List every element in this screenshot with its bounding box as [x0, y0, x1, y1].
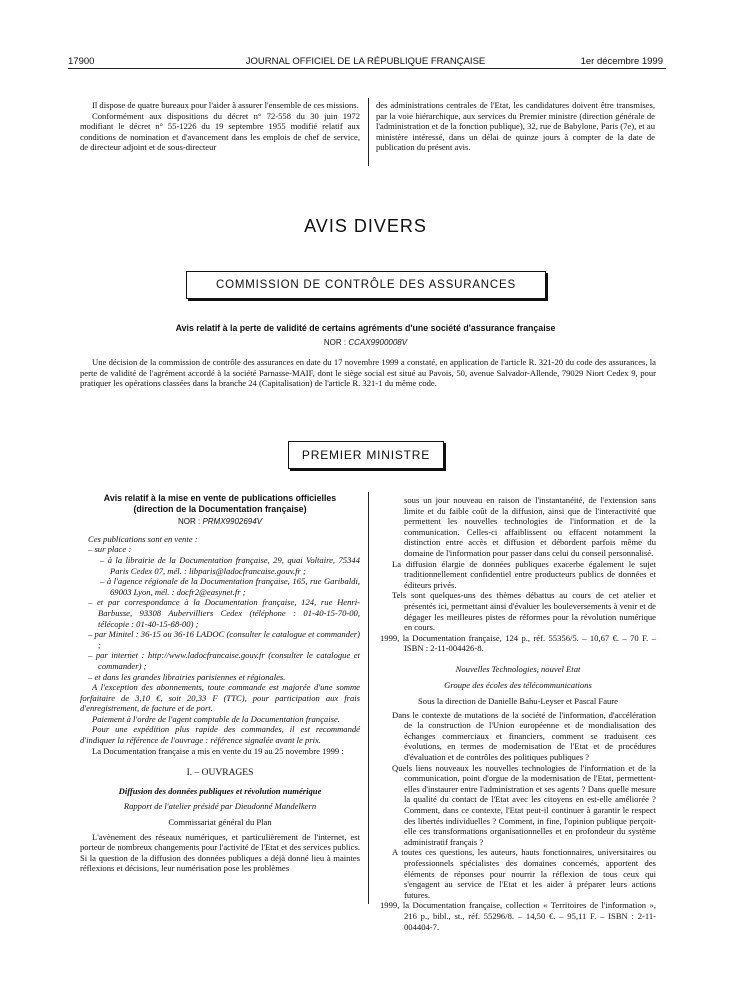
paragraph: des administrations centrales de l'Etat, les candidatures doivent être transmises, par la voie hiérarchique, aux services du Premier ministre (direction générale de l'administration et de la fonction publique), 32, rue de Babylone, Paris (7e), et au ministère intéressé, dans un délai de quinze jours à compter de la date de publication du présent avis. [376, 100, 655, 153]
list-item: – à l'agence régionale de la Documentation française, 165, rue Garibaldi, 69003 Lyon, mél. : docfr2@easynet.fr ; [100, 576, 360, 597]
paragraph: La diffusion élargie de données publiques exacerbe également le sujet traditionnellement confidentiel entre producteurs publics de données et éditeurs privés. [392, 558, 656, 590]
paragraph: Dans le contexte de mutations de la société de l'information, d'accélération de la construction de l'Union européenne et de mondialisation des échanges commerciaux et financiers, comment se traduisent ces évolutions, en termes de modernisation de l'Etat et de procédures d'évaluation et de contrôles des politiques publiques ? [392, 709, 656, 763]
left-column [80, 493, 360, 874]
paragraph: Une décision de la commission de contrôle des assurances en date du 17 novembre 1999 a constaté, en application de l'article R. 321-20 du code des assurances, la perte de validité de l'agrément accordé à la société Parnasse-MAIF, dont le siège social est situé au Pavois, 50, avenue Salvador-Allende, 79029 Niort Cedex 9, pour pratiquer les opérations classées dans la branche 24 (Capitalisation) de l'article R. 321-1 du même code. [80, 357, 656, 389]
issue-date: 1er décembre 1999 [580, 56, 663, 67]
list-item: – sur place : [88, 544, 132, 555]
list-item: – et dans les grandes librairies parisiennes et régionales. [88, 671, 286, 682]
reference: 1999, la Documentation française, collection « Territoires de l'information », 216 p., bibl., st., réf. 55296/8. – 14,50 €. – 95,11 F. – ISBN : 2-11-004404-7. [380, 900, 656, 932]
top-left-column [80, 100, 360, 153]
list-item: – par Minitel : 36-15 ou 36-16 LADOC (consulter le catalogue et commander) ; [88, 629, 360, 650]
nt-subtitle: Groupe des écoles des télécommunications [444, 679, 592, 690]
page-number: 17900 [68, 56, 95, 67]
intro: Ces publications sont en vente : [88, 533, 198, 544]
commission-body [80, 357, 656, 389]
paragraph: Quels liens nouveaux les nouvelles technologies de l'information et de la communication, point d'orgue de la modernisation de l'Etat, permettent-elles d'instaurer entre l'administration et ses agents ? Dans quelle mesure la qualité du contact de l'Etat avec les citoyens en est-elle améliorée ? Comment, dans ce contexte, l'Etat peut-il continuer à garantir le respect des libertés individuelles ? Comment, in fine, l'opinion publique perçoit-elle ces transformations organisationnelles et en profondeur du système administratif français ? [392, 762, 656, 847]
commission-avis-title: Avis relatif à la perte de validité de certains agréments d'une société d'assurance française [175, 323, 556, 333]
diffusion-title: Diffusion des données publiques et révolution numérique [118, 785, 322, 796]
nt-direction: Sous la direction de Danielle Bahu-Leyser et Pascal Faure [418, 696, 618, 707]
paragraph: A toutes ces questions, les auteurs, hauts fonctionnaires, universitaires ou professionnels spécialistes des domaines concernés, apportent des éléments de réponses pour nourrir la réflexion de tous ceux qui s'engagent au service de l'Etat et les aider à préparer leurs actions futures. [392, 847, 656, 900]
premier-title: PREMIER MINISTRE [301, 448, 431, 462]
right-column [380, 495, 656, 932]
paragraph: Il dispose de quatre bureaux pour l'aider à assurer l'ensemble de ces missions. [92, 100, 359, 110]
paragraph: Tels sont quelques-uns des thèmes débattus au cours de cet atelier et présentés ici, permettant ainsi d'évaluer les bouleversements à venir et de dégager les meilleures pistes de réformes pour la révolution numérique en cours. [392, 590, 656, 633]
section-title: AVIS DIVERS [304, 216, 427, 236]
journal-title: JOURNAL OFFICIEL DE LA RÉPUBLIQUE FRANÇAISE [245, 56, 486, 67]
rapport-line: Rapport de l'atelier présidé par Dieudonné Mandelkern [123, 801, 317, 812]
list-item: – par internet : http://www.ladocfrancaise.gouv.fr (consulter le catalogue et commander) ; [88, 650, 360, 671]
paragraph: Paiement à l'ordre de l'agent comptable de la Documentation française. [92, 713, 340, 724]
nt-title: Nouvelles Technologies, nouvel Etat [455, 663, 581, 674]
nor-code: CCAX9900008V [348, 338, 408, 347]
list-item: – à la librairie de la Documentation française, 29, quai Voltaire, 75344 Paris Cedex 07, mél. : libparis@ladocfrancaise.gouv.fr ; [100, 554, 360, 576]
commission-box [186, 271, 546, 299]
premier-nor [80, 517, 360, 528]
paragraph: Pour une expédition plus rapide des commandes, il est recommandé d'indiquer la référence de l'ouvrage : référence signalée avant le prix. [80, 724, 360, 746]
paragraph: L'avènement des réseaux numériques, et particulièrement de l'internet, est porteur de nombreux changements pour l'activité de l'Etat et des services publics. Si la question de la diffusion des données publiques a déjà donné lieu à maintes réflexions et décisions, leur numérisation pose les problèmes [80, 831, 360, 874]
premier-box [288, 441, 444, 469]
avis-subtitle: (direction de la Documentation française) [133, 503, 307, 514]
nor-code: PRMX9902694V [202, 517, 263, 527]
commissariat: Commissariat général du Plan [168, 817, 272, 828]
paragraph: Conformément aux dispositions du décret n° 72-558 du 30 juin 1972 modifiant le décret n° 55-1226 du 19 septembre 1955 modifié relatif aux conditions de nomination et d'avancement dans les emplois de chef de service, de directeur adjoint et de sous-directeur [80, 110, 360, 153]
ouvrages-heading: I. – OUVRAGES [186, 768, 254, 779]
paragraph: La Documentation française a mis en vente du 19 au 25 novembre 1999 : [92, 745, 344, 756]
header-rule [68, 68, 666, 69]
list-item: – et par correspondance à la Documentation française, 124, rue Henri-Barbusse, 93308 Aubervilliers Cedex (téléphone : 01-40-15-70-00, télécopie : 01-40-15-68-00) ; [88, 597, 360, 629]
nor-label: NOR : [177, 517, 201, 527]
top-right-column [376, 100, 655, 153]
paragraph: A l'exception des abonnements, toute commande est majorée d'une somme forfaitaire de 3,10 €, soit 20,33 F (TTC), pour participation aux frais d'enregistrement, de facture et de port. [80, 682, 360, 714]
commission-nor [0, 338, 731, 347]
paragraph: sous un jour nouveau en raison de l'instantanéité, de l'extension sans limite et du faible coût de la diffusion, ainsi que de l'interactivité que permettent les nouvelles technologies de l'information et de la communication. Celles-ci affaiblissent ou effacent notamment la distinction entre accès et diffusion et débordent parfois même du domaine de l'information pour passer dans celui du conseil personnalisé. [404, 495, 656, 558]
nor-label: NOR : [323, 338, 347, 347]
commission-title: COMMISSION DE CONTRÔLE DES ASSURANCES [216, 279, 516, 291]
reference: 1999, la Documentation française, 124 p., réf. 55356/5. – 10,67 €. – 70 F. – ISBN : 2-11-004426-8. [380, 632, 656, 654]
column-divider [368, 492, 369, 904]
avis-title: Avis relatif à la mise en vente de publications officielles [103, 493, 337, 503]
column-divider [368, 98, 369, 166]
